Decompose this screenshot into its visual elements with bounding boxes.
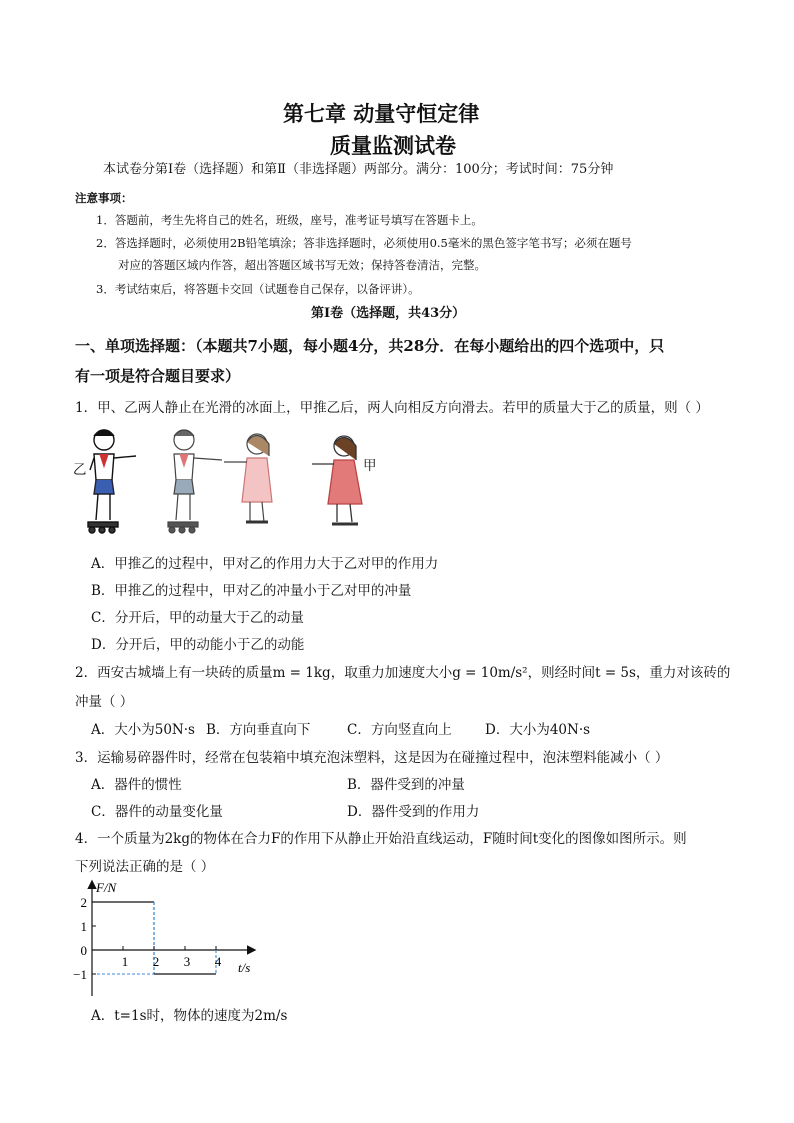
q1-option-b: B．甲推乙的过程中，甲对乙的冲量小于乙对甲的冲量 (91, 583, 412, 599)
y-tick-label: −1 (73, 967, 87, 982)
y-tick-label: 0 (80, 943, 87, 958)
q1-option-a: A．甲推乙的过程中，甲对乙的作用力大于乙对甲的作用力 (91, 556, 439, 572)
notice-item-2-cont: 对应的答题区域内作答，超出答题区域书写无效；保持答卷清洁，完整。 (118, 258, 486, 272)
q2-stem-line2: 冲量（ ） (75, 694, 134, 710)
x-tick-label: 3 (183, 954, 191, 969)
label-yi: 乙 (73, 462, 87, 478)
q3-stem: 3．运输易碎器件时，经常在包装箱中填充泡沫塑料，这是因为在碰撞过程中，泡沫塑料能减小（ ） (75, 750, 669, 766)
part-heading-line1: 一、单项选择题：（本题共7小题，每小题4分，共28分．在每小题给出的四个选项中，只 (75, 337, 665, 355)
q1-option-d: D．分开后，甲的动能小于乙的动能 (91, 637, 305, 653)
q1-option-c: C．分开后，甲的动量大于乙的动量 (91, 610, 304, 626)
section-title: 第Ⅰ卷（选择题，共43分） (311, 306, 466, 321)
y-tick-label: 2 (80, 895, 87, 910)
q4-option-a: A．t=1s时，物体的速度为2m/s (91, 1008, 288, 1024)
x-tick-label: 2 (152, 954, 160, 969)
pair-figure (168, 430, 272, 533)
notice-item-2: 2．答选择题时，必须使用2B铅笔填涂；答非选择题时，必须使用0.5毫米的黑色签字笔书写；必须在题号 (96, 236, 632, 250)
q2-stem-line1: 2．西安古城墙上有一块砖的质量m = 1kg，取重力加速度大小g = 10m/s²，则经时间t = 5s，重力对该砖的 (75, 665, 731, 681)
x-axis-label: t/s (238, 960, 251, 975)
part-heading-line2: 有一项是符合题目要求） (75, 367, 241, 385)
q4-stem-line2: 下列说法正确的是（ ） (75, 859, 215, 875)
notice-heading: 注意事项： (75, 191, 133, 205)
x-tick-label: 4 (214, 954, 222, 969)
y-axis-label: F/N (96, 880, 117, 895)
q3-option-c: C．器件的动量变化量 (91, 804, 223, 820)
q2-option-a: A．大小为50N·s (91, 722, 195, 738)
force-time-chart (72, 878, 272, 1008)
girl-figure (312, 436, 362, 524)
boy-figure (88, 430, 136, 533)
notice-item-1: 1．答题前，考生先将自己的姓名，班级，座号，准考证号填写在答题卡上。 (96, 213, 483, 227)
q4-stem-line1: 4．一个质量为2kg的物体在合力F的作用下从静止开始沿直线运动，F随时间t变化的图像如图所示。则 (75, 831, 687, 847)
q2-option-d: D．大小为40N·s (485, 722, 591, 738)
x-tick-label: 1 (121, 954, 129, 969)
q3-option-d: D．器件受到的作用力 (347, 804, 480, 820)
notice-item-3: 3．考试结束后，将答题卡交回（试题卷自己保存，以备评讲）。 (96, 282, 420, 296)
page-subtitle: 质量监测试卷 (330, 134, 456, 158)
q2-option-b: B．方向垂直向下 (206, 722, 311, 738)
q1-stem: 1．甲、乙两人静止在光滑的冰面上，甲推乙后，两人向相反方向滑去。若甲的质量大于乙的质量，则（ ） (75, 400, 709, 416)
q3-option-a: A．器件的惯性 (91, 777, 182, 793)
exam-info: 本试卷分第Ⅰ卷（选择题）和第Ⅱ（非选择题）两部分。满分：100分；考试时间：75分钟 (103, 162, 614, 177)
label-jia: 甲 (363, 458, 377, 474)
page-title: 第七章 动量守恒定律 (283, 102, 480, 126)
y-tick-label: 1 (80, 919, 87, 934)
skaters-illustration (72, 422, 372, 542)
q2-option-c: C．方向竖直向上 (347, 722, 452, 738)
q3-option-b: B．器件受到的冲量 (347, 777, 465, 793)
